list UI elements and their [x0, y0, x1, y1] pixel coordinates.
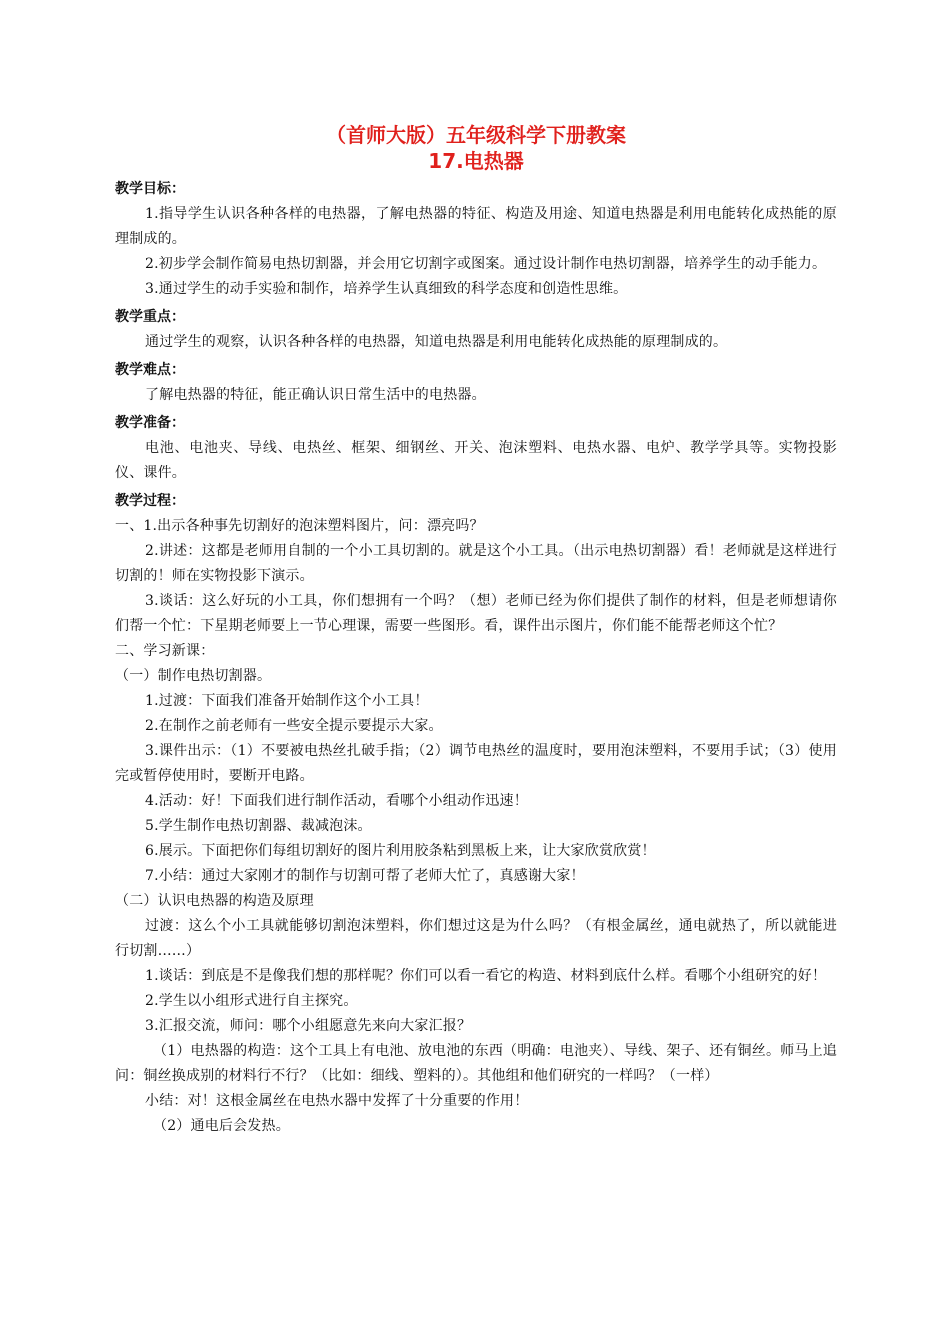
process-paragraph: 1.谈话：到底是不是像我们想的那样呢？你们可以看一看它的构造、材料到底什么样。看哪个小组研究的好！ [145, 968, 827, 984]
process-paragraph: 一、1.出示各种事先切割好的泡沫塑料图片，问：漂亮吗？ [115, 518, 484, 534]
section-heading-difficulty: 教学难点： [115, 362, 185, 378]
process-paragraph: 2.在制作之前老师有一些安全提示要提示大家。 [145, 718, 443, 734]
section-heading-goals: 教学目标： [115, 181, 185, 197]
section-heading-process: 教学过程： [115, 493, 185, 509]
process-paragraph: （2）通电后会发热。 [153, 1118, 290, 1134]
process-paragraph: 6.展示。下面把你们每组切割好的图片利用胶条粘到黑板上来，让大家欣赏欣赏！ [145, 843, 656, 859]
goal-item: 3.通过学生的动手实验和制作，培养学生认真细致的科学态度和创造性思维。 [145, 281, 628, 297]
process-paragraph: 2.学生以小组形式进行自主探究。 [145, 993, 358, 1009]
section-heading-focus: 教学重点： [115, 309, 185, 325]
process-paragraph: 4.活动：好！下面我们进行制作活动，看哪个小组动作迅速！ [145, 793, 528, 809]
process-paragraph: 3.谈话：这么好玩的小工具，你们想拥有一个吗？（想）老师已经为你们提供了制作的材料，但是老师想请你们帮一个忙：下星期老师要上一节心理课，需要一些图形。看，课件出示图片，你们能不能帮老师这个忙？ [115, 593, 837, 634]
lesson-title: 17.电热器 [428, 149, 524, 173]
goal-item: 1.指导学生认识各种各样的电热器，了解电热器的特征、构造及用途、知道电热器是利用电能转化成热能的原理制成的。 [115, 206, 837, 247]
difficulty-text: 了解电热器的特征，能正确认识日常生活中的电热器。 [145, 387, 486, 403]
process-subheading: （二）认识电热器的构造及原理 [115, 893, 314, 909]
process-paragraph: 2.讲述：这都是老师用自制的一个小工具切割的。就是这个小工具。（出示电热切割器）看！老师就是这样进行切割的！师在实物投影下演示。 [115, 543, 837, 584]
process-heading: 二、学习新课： [115, 643, 215, 659]
process-paragraph: （1）电热器的构造：这个工具上有电池、放电池的东西（明确：电池夹）、导线、架子、还有铜丝。师马上追问：铜丝换成别的材料行不行？（比如：细线、塑料的）。其他组和他们研究的一样吗？（一样） [115, 1043, 837, 1084]
process-paragraph: 1.过渡：下面我们准备开始制作这个小工具！ [145, 693, 429, 709]
process-paragraph: 3.课件出示：（1）不要被电热丝扎破手指；（2）调节电热丝的温度时，要用泡沫塑料，不要用手试；（3）使用完或暂停使用时，要断开电路。 [115, 743, 837, 784]
process-paragraph: 5.学生制作电热切割器、裁减泡沫。 [145, 818, 372, 834]
process-paragraph: 3.汇报交流，师问：哪个小组愿意先来向大家汇报？ [145, 1018, 472, 1034]
process-paragraph: 7.小结：通过大家刚才的制作与切割可帮了老师大忙了，真感谢大家！ [145, 868, 585, 884]
prep-text: 电池、电池夹、导线、电热丝、框架、细钢丝、开关、泡沫塑料、电热水器、电炉、教学学具等。实物投影仪、课件。 [115, 440, 837, 481]
section-heading-prep: 教学准备： [115, 415, 185, 431]
document-page [115, 122, 837, 1139]
focus-text: 通过学生的观察，认识各种各样的电热器，知道电热器是利用电能转化成热能的原理制成的。 [145, 334, 728, 350]
goal-item: 2.初步学会制作简易电热切割器，并会用它切割字或图案。通过设计制作电热切割器，培养学生的动手能力。 [145, 256, 827, 272]
process-paragraph: 小结：对！这根金属丝在电热水器中发挥了十分重要的作用！ [145, 1093, 529, 1109]
process-subheading: （一）制作电热切割器。 [115, 668, 272, 684]
process-paragraph: 过渡：这么个小工具就能够切割泡沫塑料，你们想过这是为什么吗？（有根金属丝，通电就热了，所以就能进行切割……） [115, 918, 837, 959]
document-title: （首师大版）五年级科学下册教案 [326, 123, 626, 147]
